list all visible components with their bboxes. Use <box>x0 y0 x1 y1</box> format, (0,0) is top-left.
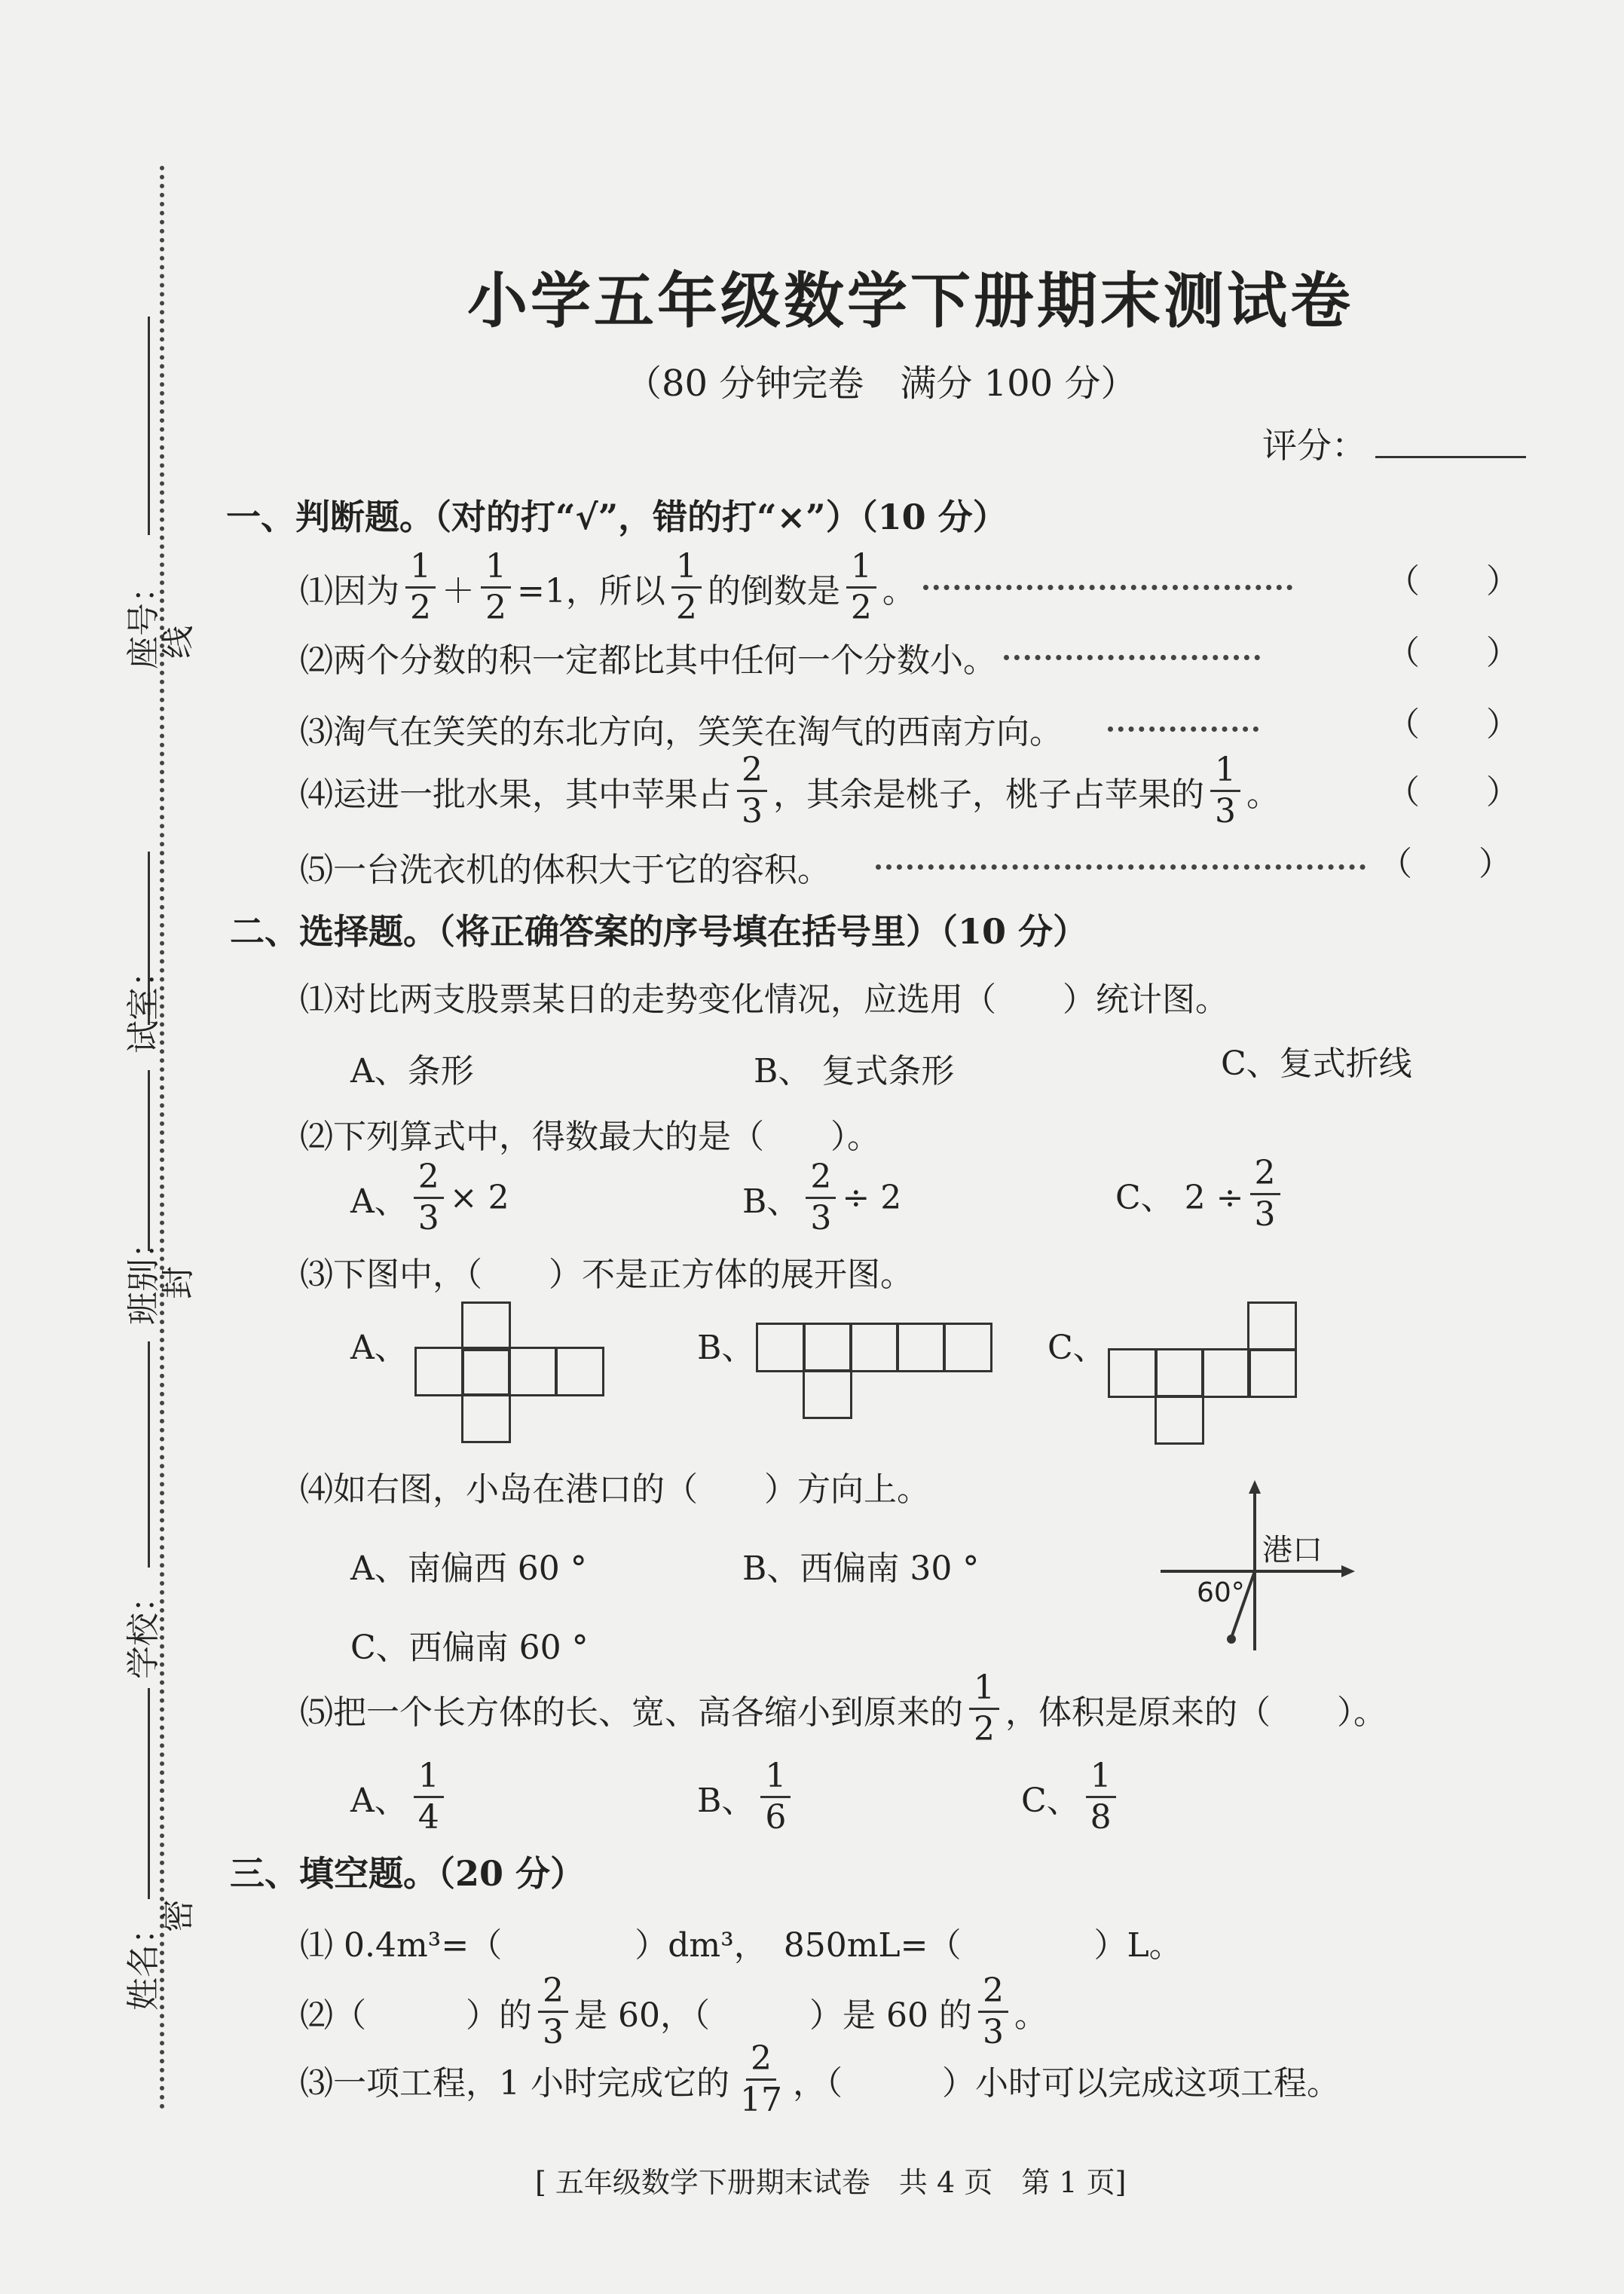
net-square <box>1201 1348 1251 1398</box>
s2-q4: ⑷如右图，小岛在港口的（ ）方向上。 <box>300 1470 930 1509</box>
s2-q2-opt-c[interactable] <box>1115 1154 1286 1234</box>
net-square <box>461 1301 511 1351</box>
frac-den: 2 <box>410 589 431 627</box>
net-square <box>896 1323 946 1372</box>
opt-label: B、 <box>742 1182 800 1221</box>
frac-num: 1 <box>760 1760 791 1798</box>
binding-dotted-line <box>160 166 164 2110</box>
s1-q3-text: ⑶淘气在笑笑的东北方向，笑笑在淘气的西南方向。 <box>300 713 1063 751</box>
frac-den: 2 <box>675 589 697 627</box>
frac-den: 3 <box>1254 1195 1276 1234</box>
binding-secret-char: 密 <box>159 1899 197 1932</box>
frac-den: 17 <box>739 2081 782 2119</box>
s1-q3 <box>300 705 1266 753</box>
frac-den: 2 <box>485 589 506 627</box>
answer-paren[interactable]: （ ） <box>1387 705 1519 744</box>
net-square <box>756 1323 806 1372</box>
net-b-label[interactable]: B、 <box>697 1329 755 1367</box>
net-square <box>943 1323 992 1372</box>
opt-label: A、 <box>350 1781 408 1820</box>
s1-q1-end: 。 <box>882 571 916 610</box>
page-subtitle: （80 分钟完卷 满分 100 分） <box>625 362 1137 405</box>
north-arrow-icon <box>1249 1480 1261 1494</box>
s2-q5 <box>300 1669 1387 1748</box>
binding-line-char: 线 <box>159 625 197 659</box>
net-square <box>414 1347 464 1396</box>
score-label: 评分： <box>1262 425 1366 466</box>
frac-den: 3 <box>1215 792 1236 830</box>
s1-q4 <box>300 751 1280 830</box>
s2-q4-opt-c[interactable]: C、西偏南 60 ° <box>350 1629 589 1667</box>
seat-underline <box>148 317 150 535</box>
answer-paren[interactable]: （ ） <box>1387 634 1519 672</box>
s1-q1-a: ⑴因为 <box>300 571 399 610</box>
school-label: 学校： <box>124 1580 163 1679</box>
seat-label: 座号： <box>124 570 163 669</box>
frac-den: 2 <box>850 589 872 627</box>
frac-den: 2 <box>974 1710 995 1748</box>
s1-q1-mid: 的倒数是 <box>707 571 840 610</box>
s2-q5-a: ⑸把一个长方体的长、宽、高各缩小到原来的 <box>300 1693 963 1732</box>
s2-q5-opt-c[interactable] <box>1021 1757 1122 1837</box>
s2-q1-opt-c[interactable]: C、复式折线 <box>1221 1045 1412 1083</box>
net-square <box>461 1347 511 1396</box>
net-square <box>1155 1348 1204 1398</box>
s1-q4-end: 。 <box>1246 775 1280 814</box>
s1-q4-b: ，其余是桃子，桃子占苹果的 <box>773 775 1204 814</box>
frac-num: 1 <box>405 550 436 589</box>
net-a-label[interactable]: A、 <box>350 1329 408 1367</box>
s3-q2 <box>300 1971 1047 2051</box>
frac-num: 1 <box>414 1760 444 1798</box>
frac-num: 1 <box>969 1672 999 1710</box>
s1-q1-eq: =1，所以 <box>517 571 665 610</box>
net-c-label[interactable]: C、 <box>1047 1329 1106 1367</box>
opt-label: A、 <box>350 1182 408 1221</box>
frac-num: 2 <box>806 1161 836 1199</box>
s2-q1-opt-b[interactable]: B、 复式条形 <box>754 1052 955 1090</box>
net-square <box>1247 1348 1297 1398</box>
frac-num: 2 <box>538 1974 568 2013</box>
s3-q1: ⑴ 0.4m³=（ ）dm³， 850mL=（ ）L。 <box>300 1926 1182 1965</box>
s1-q4-a: ⑷运进一批水果，其中苹果占 <box>300 775 731 814</box>
answer-paren[interactable]: （ ） <box>1387 773 1519 812</box>
frac-num: 1 <box>846 550 876 589</box>
s2-q1: ⑴对比两支股票某日的走势变化情况，应选用（ ）统计图。 <box>300 980 1228 1019</box>
net-square <box>461 1393 511 1443</box>
section2-heading: 二、选择题。（将正确答案的序号填在括号里）（10 分） <box>230 911 1088 952</box>
frac-num: 2 <box>978 1974 1008 2013</box>
frac-den: 3 <box>543 2013 564 2051</box>
opt-op: ÷ 2 <box>842 1179 902 1217</box>
class-underline <box>148 1070 150 1251</box>
s2-q4-opt-a[interactable]: A、南偏西 60 ° <box>350 1549 587 1588</box>
answer-paren[interactable]: （ ） <box>1387 562 1519 601</box>
room-label: 试室： <box>124 954 163 1054</box>
frac-num: 1 <box>481 550 511 589</box>
s2-q2-opt-b[interactable] <box>742 1158 902 1237</box>
s3-q2-b: 是 60，（ ）是 60 的 <box>574 1996 972 2035</box>
s2-q2: ⑵下列算式中，得数最大的是（ ）。 <box>300 1118 880 1156</box>
net-square <box>803 1369 852 1419</box>
page-footer: [ 五年级数学下册期末试卷 共 4 页 第 1 页] <box>535 2166 1127 2199</box>
frac-den: 8 <box>1090 1798 1112 1837</box>
net-square <box>555 1347 604 1396</box>
frac-den: 3 <box>982 2013 1004 2051</box>
frac-num: 1 <box>1210 754 1240 792</box>
opt-label: C、 <box>1021 1781 1080 1820</box>
frac-num: 2 <box>414 1161 444 1199</box>
angle-label: 60° <box>1197 1577 1245 1608</box>
net-square <box>1247 1301 1297 1351</box>
s3-q3-b: ，（ ）小时可以完成这项工程。 <box>792 2063 1340 2103</box>
page-title: 小学五年级数学下册期末测试卷 <box>467 265 1353 336</box>
s1-q2 <box>300 633 1268 681</box>
dotted-leader <box>1108 726 1259 732</box>
s3-q2-end: 。 <box>1014 1996 1047 2035</box>
dotted-leader <box>1004 655 1260 660</box>
s3-q3 <box>300 2039 1340 2119</box>
s2-q1-opt-a[interactable]: A、条形 <box>350 1052 474 1090</box>
s1-q5-text: ⑸一台洗衣机的体积大于它的容积。 <box>300 851 830 889</box>
frac-num: 1 <box>671 550 702 589</box>
frac-num: 1 <box>1086 1760 1116 1798</box>
s1-q2-text: ⑵两个分数的积一定都比其中任何一个分数小。 <box>300 641 996 680</box>
s2-q3: ⑶下图中，（ ）不是正方体的展开图。 <box>300 1256 913 1294</box>
score-blank[interactable] <box>1375 456 1526 458</box>
name-label: 姓名： <box>124 1911 163 2011</box>
frac-den: 3 <box>810 1199 832 1237</box>
frac-num: 2 <box>737 754 767 792</box>
s1-q5 <box>300 843 1373 891</box>
frac-den: 4 <box>417 1798 439 1837</box>
binding-seal-char: 封 <box>159 1266 197 1299</box>
s2-q5-opt-a[interactable] <box>350 1757 450 1837</box>
s2-q4-opt-b[interactable]: B、西偏南 30 ° <box>742 1549 980 1588</box>
net-square <box>849 1323 899 1372</box>
s2-q5-opt-b[interactable] <box>697 1757 797 1837</box>
island-dot <box>1227 1635 1236 1644</box>
opt-label: B、 <box>697 1781 755 1820</box>
net-square <box>803 1323 852 1372</box>
school-underline <box>148 1341 150 1568</box>
s1-q1-plus: ＋ <box>442 571 475 610</box>
net-square <box>508 1347 558 1396</box>
s1-q1 <box>300 547 1300 627</box>
section3-heading: 三、填空题。（20 分） <box>230 1853 586 1894</box>
frac-den: 6 <box>765 1798 787 1837</box>
east-arrow-icon <box>1341 1565 1355 1577</box>
net-square <box>1108 1348 1158 1398</box>
direction-diagram <box>1153 1477 1379 1658</box>
name-underline <box>148 1688 150 1899</box>
s3-q3-a: ⑶一项工程，1 小时完成它的 <box>300 2063 729 2103</box>
port-label: 港口 <box>1262 1533 1323 1568</box>
frac-den: 3 <box>742 792 763 830</box>
opt-op: × 2 <box>449 1179 509 1217</box>
opt-label: C、 2 ÷ <box>1115 1178 1244 1217</box>
section1-heading: 一、判断题。（对的打“√”，错的打“×”）（10 分） <box>226 497 1008 537</box>
s2-q2-opt-a[interactable] <box>350 1158 509 1237</box>
dotted-leader <box>876 864 1366 870</box>
s3-q2-a: ⑵（ ）的 <box>300 1996 532 2035</box>
dotted-leader <box>923 585 1292 590</box>
frac-den: 3 <box>417 1199 439 1237</box>
frac-num: 2 <box>1250 1157 1280 1195</box>
answer-paren[interactable]: （ ） <box>1379 845 1512 883</box>
class-label: 班别： <box>124 1225 163 1325</box>
frac-num: 2 <box>746 2042 776 2081</box>
net-square <box>1155 1395 1204 1445</box>
s2-q5-b: ，体积是原来的（ ）。 <box>1005 1693 1387 1732</box>
